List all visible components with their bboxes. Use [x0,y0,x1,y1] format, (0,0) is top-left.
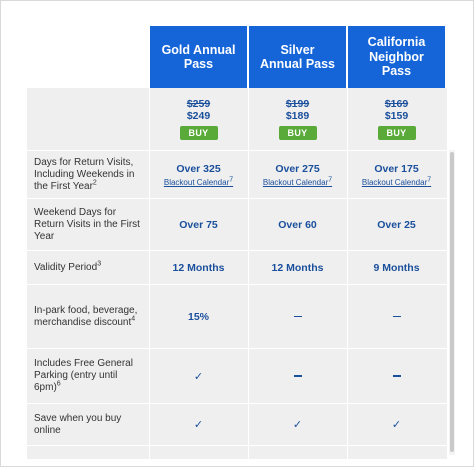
header-row [27,26,447,88]
sale-price: $159 [384,110,409,122]
table-row [27,250,447,284]
buy-gold-button[interactable]: BUY [180,126,218,140]
value-cell: Over 60 [278,218,317,231]
blackout-calendar-link[interactable]: Blackout Calendar$^7$ [163,175,234,187]
check-icon: ✓ [193,370,204,383]
row-label: In-park food, beverage, merchandise discount$^4$ [34,304,138,328]
value-cell: 9 Months [373,261,420,274]
row-label: Days for Return Visits, Including Weekends in the First Year$^2$ [34,156,135,192]
row-label: Validity Period$^3$ [34,260,102,273]
header-gold-annual-pass: Gold Annual Pass [150,26,247,88]
table-row [27,403,447,445]
value-cell [249,404,346,445]
blackout-calendar-link[interactable]: Blackout Calendar$^7$ [262,175,333,187]
header-silver-annual-pass: Silver Annual Pass [249,26,346,88]
dash-icon [393,375,401,377]
buy-california-button[interactable]: BUY [378,126,416,140]
blackout-calendar-link[interactable]: Blackout Calendar$^7$ [361,175,432,187]
value-cell: 12 Months [172,261,225,274]
original-price: $259 [186,98,211,110]
price-cell-california [348,88,445,150]
sale-price: $189 [285,110,310,122]
row-label: Save when you buy online [34,412,122,436]
value-cell [150,404,247,445]
value-cell: Over 275 Blackout Calendar$^7$ [262,162,333,187]
check-icon: ✓ [391,419,402,431]
table-row [27,284,447,348]
price-cell-gold [150,88,247,150]
value-cell: 15% [187,310,209,323]
row-label: Weekend Days for Return Visits in the First Year [34,206,140,242]
table-row [27,150,447,198]
check-icon: ✓ [193,419,204,431]
price-row [27,88,447,150]
table-row [27,445,447,459]
value-cell: Over 175 Blackout Calendar$^7$ [361,162,432,187]
value-cell [348,285,445,348]
value-cell [348,349,445,403]
dash-icon [294,375,302,377]
value-cell [249,349,346,403]
value-cell: Over 25 [377,218,416,231]
row-label: Includes Free General Parking (entry until 6pm)$^6$ [34,358,133,393]
sale-price: $249 [186,110,211,122]
value-cell [348,404,445,445]
header-california-neighbor-pass: California Neighbor Pass [348,26,445,88]
dash-icon [393,316,401,318]
table-row [27,348,447,403]
original-price: $169 [384,98,409,110]
buy-silver-button[interactable]: BUY [279,126,317,140]
value-cell [249,285,346,348]
value-cell [150,349,247,403]
price-cell-silver [249,88,346,150]
original-price: $199 [285,98,310,110]
value-cell: Over 325 Blackout Calendar$^7$ [163,162,234,187]
scrollbar-thumb[interactable] [450,152,454,452]
value-cell: 12 Months [271,261,324,274]
value-cell: Over 75 [179,218,218,231]
dash-icon [294,316,302,318]
check-icon: ✓ [292,419,303,431]
table-row [27,198,447,250]
